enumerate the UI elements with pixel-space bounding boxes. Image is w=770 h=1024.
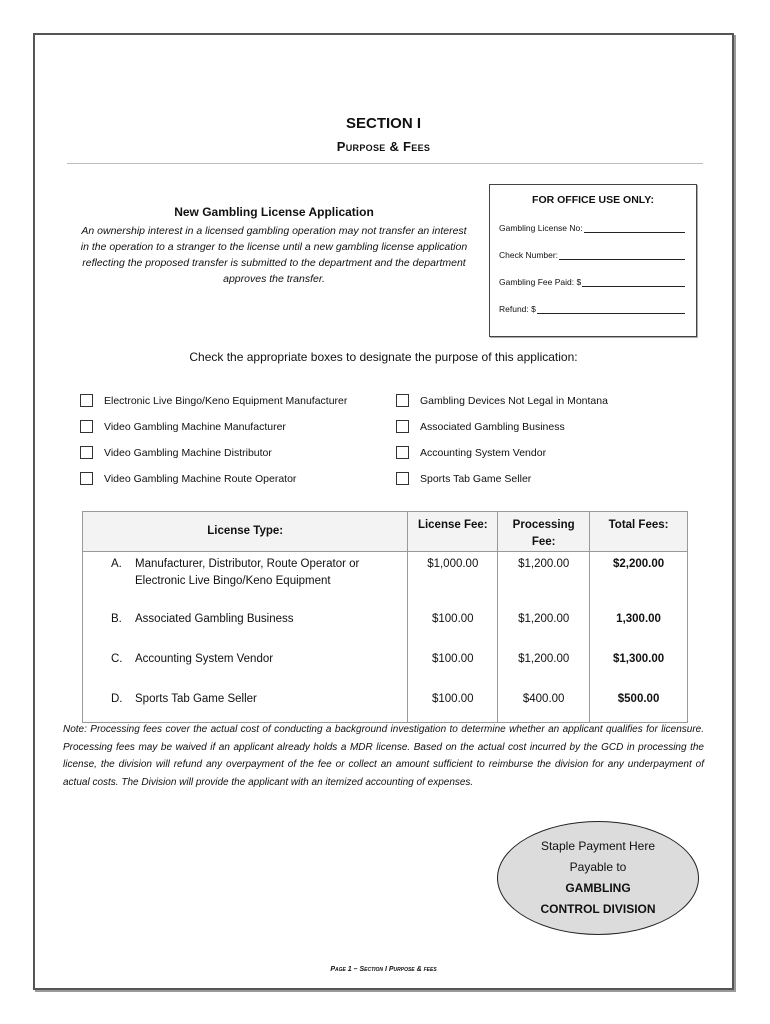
staple-line3: GAMBLING xyxy=(565,881,631,895)
instruction-text: Check the appropriate boxes to designate the purpose of this application: xyxy=(189,350,578,364)
table-row xyxy=(83,552,688,607)
office-use-box xyxy=(489,184,697,337)
section-subtitle: Purpose & Fees xyxy=(336,139,431,154)
checkbox[interactable] xyxy=(80,446,93,459)
document-page xyxy=(33,33,734,990)
checkbox-item-sports-tab[interactable] xyxy=(396,472,531,485)
type-text-line1: Sports Tab Game Seller xyxy=(135,692,257,705)
checkbox-item-accounting-vendor[interactable] xyxy=(396,446,546,459)
refund-row xyxy=(499,304,685,314)
checkbox[interactable] xyxy=(396,394,409,407)
total-fee-cell: $500.00 xyxy=(590,687,688,723)
row-letter: B. xyxy=(111,612,122,625)
checkbox-item-associated-business[interactable] xyxy=(396,420,565,433)
checkbox[interactable] xyxy=(80,394,93,407)
header-total-fees: Total Fees: xyxy=(590,512,688,552)
processing-fee-note: Note: Processing fees cover the actual cost of conducting a background investigation to determine whether an applicant qualifies for licensure. Processing fees may be waived if an applicant already holds a MDR license. Based on the actual cost incurred by the GCD in processing the license, the division will refund any overpayment of the fee or collect an amount sufficient to reimburse the division for any underpayment of actual costs. The Division will provide the applicant with an itemized accounting of expenses. xyxy=(63,724,704,788)
staple-line1: Staple Payment Here xyxy=(540,839,656,853)
checkbox[interactable] xyxy=(396,420,409,433)
checkbox-item-bingo-keno-manufacturer[interactable] xyxy=(80,394,347,407)
type-text-line2: Electronic Live Bingo/Keno Equipment xyxy=(135,575,331,587)
page-footer: Page 1 – Section I Purpose & fees xyxy=(330,966,437,973)
checkbox-label: Electronic Live Bingo/Keno Equipment Manufacturer xyxy=(104,394,348,407)
row-letter: D. xyxy=(111,692,123,705)
table-header-row xyxy=(83,512,688,552)
fee-paid-field[interactable] xyxy=(582,277,685,287)
checkbox-label: Video Gambling Machine Distributor xyxy=(104,446,272,459)
title-divider xyxy=(67,163,703,164)
type-text-line1: Associated Gambling Business xyxy=(135,612,294,625)
processing-fee-cell: $1,200.00 xyxy=(498,647,590,687)
header-license-fee: License Fee: xyxy=(408,512,498,552)
checkbox[interactable] xyxy=(396,472,409,485)
checkbox-label: Video Gambling Machine Route Operator xyxy=(104,472,297,485)
check-number-row xyxy=(499,250,685,260)
type-text-line1: Manufacturer, Distributor, Route Operator or xyxy=(135,558,360,570)
checkbox[interactable] xyxy=(396,446,409,459)
header-processing-fee xyxy=(498,512,590,552)
license-fee-cell: $1,000.00 xyxy=(408,552,498,607)
license-fee-cell: $100.00 xyxy=(408,687,498,723)
row-letter: A. xyxy=(111,558,122,570)
staple-line4: CONTROL DIVISION xyxy=(540,902,656,916)
check-number-field[interactable] xyxy=(559,250,685,260)
license-no-field[interactable] xyxy=(584,223,685,233)
table-row xyxy=(83,647,688,687)
type-cell xyxy=(83,552,408,607)
license-no-row xyxy=(499,223,685,233)
office-use-title: FOR OFFICE USE ONLY: xyxy=(532,194,654,206)
header-license-type: License Type: xyxy=(83,512,408,552)
processing-fee-cell: $1,200.00 xyxy=(498,552,590,607)
application-title: New Gambling License Application xyxy=(174,205,374,219)
staple-line2: Payable to xyxy=(569,860,627,874)
license-no-label: Gambling License No: xyxy=(499,223,583,233)
header-processing-line1: Processing xyxy=(512,519,575,531)
fees-table xyxy=(82,511,688,723)
total-fee-cell: $2,200.00 xyxy=(590,552,688,607)
processing-fee-cell: $400.00 xyxy=(498,687,590,723)
checkbox-item-vgm-route-operator[interactable] xyxy=(80,472,296,485)
staple-payment-oval xyxy=(497,821,699,935)
table-row xyxy=(83,607,688,647)
check-number-label: Check Number: xyxy=(499,250,559,260)
fee-paid-row xyxy=(499,277,685,287)
type-cell xyxy=(83,687,408,723)
application-description: An ownership interest in a licensed gambling operation may not transfer an interest in the operation to a stranger to the license until a new gambling license application reflecting the proposed transfer is submitted to the department and the department approves the transfer. xyxy=(80,225,468,285)
license-fee-cell: $100.00 xyxy=(408,647,498,687)
license-fee-cell: $100.00 xyxy=(408,607,498,647)
checkbox-label: Video Gambling Machine Manufacturer xyxy=(104,420,286,433)
processing-fee-cell: $1,200.00 xyxy=(498,607,590,647)
checkbox-label: Accounting System Vendor xyxy=(420,446,547,459)
table-row xyxy=(83,687,688,723)
header-processing-line2: Fee: xyxy=(531,536,556,548)
type-text-line1: Accounting System Vendor xyxy=(135,652,274,665)
application-intro xyxy=(79,205,469,287)
checkbox-label: Associated Gambling Business xyxy=(420,420,565,433)
total-fee-cell: 1,300.00 xyxy=(590,607,688,647)
checkbox[interactable] xyxy=(80,472,93,485)
section-title: SECTION I xyxy=(345,115,421,132)
checkbox-item-devices-not-legal[interactable] xyxy=(396,394,608,407)
type-cell xyxy=(83,607,408,647)
checkbox[interactable] xyxy=(80,420,93,433)
fee-paid-label: Gambling Fee Paid: $ xyxy=(499,277,582,287)
checkbox-item-vgm-manufacturer[interactable] xyxy=(80,420,286,433)
refund-field[interactable] xyxy=(537,304,685,314)
checkbox-label: Sports Tab Game Seller xyxy=(420,472,532,485)
checkbox-item-vgm-distributor[interactable] xyxy=(80,446,272,459)
checkbox-label: Gambling Devices Not Legal in Montana xyxy=(420,394,608,407)
total-fee-cell: $1,300.00 xyxy=(590,647,688,687)
type-cell xyxy=(83,647,408,687)
row-letter: C. xyxy=(111,652,123,665)
refund-label: Refund: $ xyxy=(499,304,536,314)
